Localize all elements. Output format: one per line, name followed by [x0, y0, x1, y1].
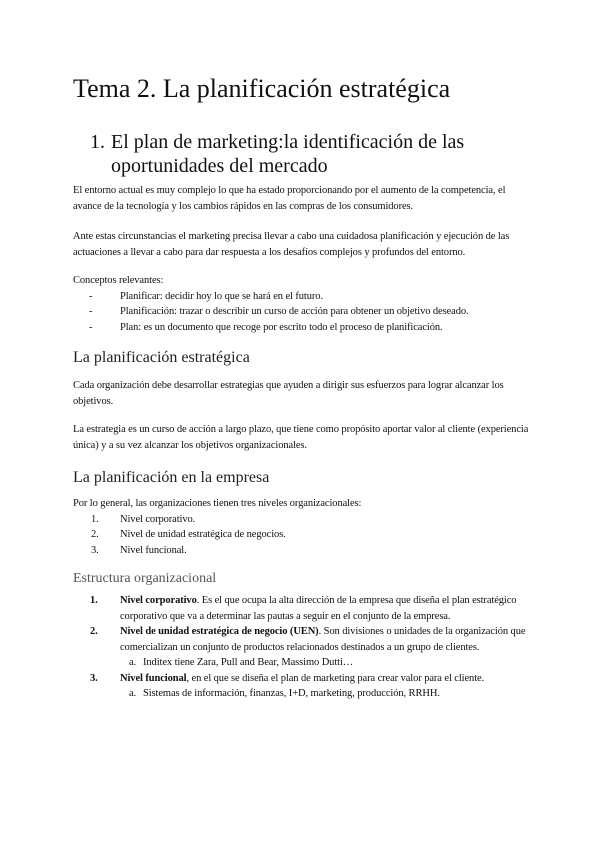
sub-list-item: a. Inditex tiene Zara, Pull and Bear, Massimo Dutti…	[129, 657, 354, 668]
paragraph-organizacion: Cada organización debe desarrollar estrategias que ayuden a dirigir sus esfuerzos para lograr alcanzar los objetivos.	[73, 380, 504, 407]
estructura-list	[73, 593, 533, 655]
list-item: 1. Nivel corporativo.	[91, 513, 196, 525]
heading-planificacion-estrategica: La planificación estratégica	[73, 349, 250, 366]
paragraph-estrategia: La estrategia es un curso de acción a largo plazo, que tiene como propósito aportar valor al cliente (experiencia única) y a su vez alcanzar los objetivos organizacionales.	[73, 424, 529, 451]
estructura-block	[73, 593, 533, 702]
section-heading-1	[90, 130, 530, 178]
heading-planificacion-empresa: La planificación en la empresa	[73, 469, 270, 486]
sub-list-item: a. Sistemas de información, finanzas, I+D, marketing, producción, RRHH.	[129, 688, 440, 699]
document-title: Tema 2. La planificación estratégica	[73, 74, 451, 103]
list-item: 3. Nivel funcional, en el que se diseña el plan de marketing para crear valor para el cliente.	[90, 672, 485, 684]
paragraph-circunstancias: Ante estas circunstancias el marketing precisa llevar a cabo una cuidadosa planificación y ejecución de las actuaciones a llevar a cabo para dar respuesta a los desafíos complejos y profundos del entorno.	[73, 231, 510, 258]
niveles-block	[73, 496, 533, 558]
section-title: El plan de marketing:la identificación de las oportunidades del mercado	[111, 131, 465, 177]
niveles-intro: Por lo general, las organizaciones tienen tres niveles organizacionales:	[73, 498, 362, 509]
section-number: 1.	[90, 131, 105, 153]
conceptos-block	[73, 273, 533, 335]
list-item: 3. Nivel funcional.	[91, 544, 187, 556]
paragraph-entorno: El entorno actual es muy complejo lo que ha estado proporcionando por el aumento de la competencia, el avance de la tecnología y los cambios rápidos en las compras de los consumidores.	[73, 185, 506, 212]
list-item: - Plan: es un documento que recoge por escrito todo el proceso de planificación.	[89, 321, 443, 333]
conceptos-list	[73, 289, 533, 336]
list-item: - Planificación: trazar o describir un curso de acción para obtener un objetivo deseado.	[89, 306, 469, 317]
conceptos-label: Conceptos relevantes:	[73, 275, 164, 286]
list-item: 1. Nivel corporativo. Es el que ocupa la alta dirección de la empresa que diseña el plan estratégico corporativo que va a determinar las pautas a seguir en el conjunto de la empresa.	[90, 595, 517, 622]
list-item: - Planificar: decidir hoy lo que se hará en el futuro.	[89, 290, 323, 302]
niveles-list	[73, 512, 533, 559]
heading-estructura: Estructura organizacional	[73, 571, 217, 586]
list-item: 2. Nivel de unidad estratégica de negocio (UEN). Son divisiones o unidades de la organización que comercializan un conjunto de productos relacionados destinados a un grupo de clientes.	[90, 626, 526, 653]
list-item: 2. Nivel de unidad estratégica de negocios.	[91, 529, 286, 540]
